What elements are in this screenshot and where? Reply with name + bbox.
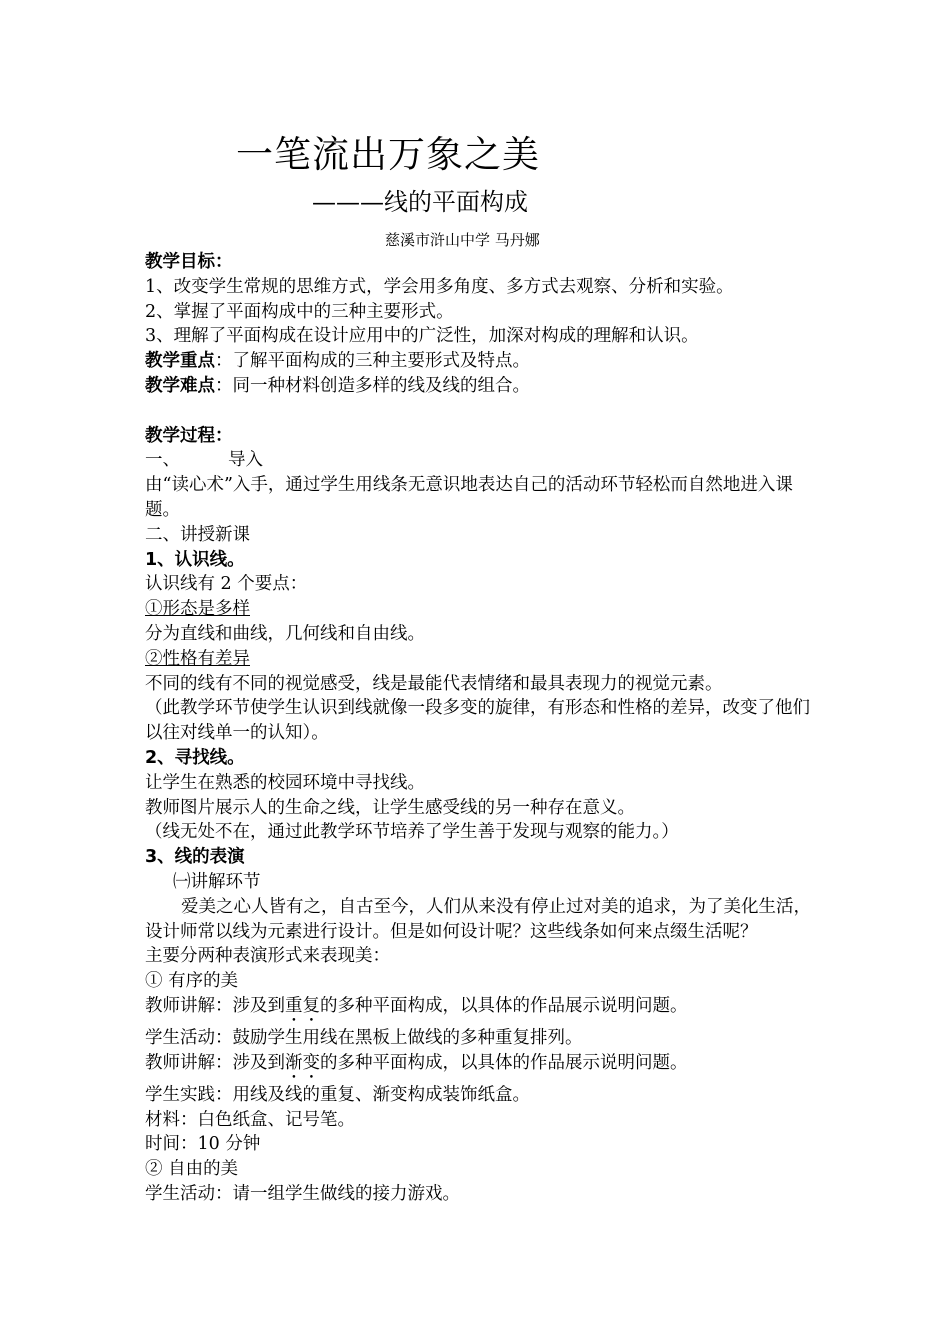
teacher-explanation-2: [145, 1051, 815, 1083]
point-2-heading: ②性格有差异: [145, 648, 250, 669]
key-point-text: ：了解平面构成的三种主要形式及特点。: [215, 351, 530, 372]
objective-item: 3、理解了平面构成在设计应用中的广泛性，加深对构成的理解和认识。: [145, 326, 699, 347]
objective-item: 1、改变学生常规的思维方式，学会用多角度、多方式去观察、分析和实验。: [145, 276, 734, 297]
document-body: [145, 250, 815, 1207]
section-3-heading: 3、线的表演: [145, 847, 245, 868]
section-2-line: 让学生在熟悉的校园环境中寻找线。: [145, 772, 425, 793]
teacher-explanation-1: [145, 994, 815, 1026]
teacher-explanation-2-pre: 教师讲解：涉及到: [145, 1052, 285, 1073]
difficulty-text: ：同一种材料创造多样的线及线的组合。: [215, 375, 530, 396]
emphasis-gradient: 渐变: [285, 1052, 320, 1073]
teacher-explanation-1-post: 的多种平面构成，以具体的作品展示说明问题。: [320, 995, 688, 1016]
section-2-line: （线无处不在，通过此教学环节培养了学生善于发现与观察的能力。）: [145, 822, 679, 843]
document-subtitle: ———线的平面构成: [312, 188, 528, 216]
section-3-paragraph: [145, 895, 815, 945]
order-heading: ① 有序的美: [145, 971, 239, 992]
forms-intro: 主要分两种表演形式来表现美：: [145, 946, 390, 967]
student-activity-2: 学生活动：请一组学生做线的接力游戏。: [145, 1183, 460, 1204]
materials: 材料：白色纸盒、记号笔。: [145, 1109, 355, 1130]
difficulty-label: 教学难点: [145, 375, 215, 396]
free-heading: ② 自由的美: [145, 1159, 239, 1180]
intro-text: 由“读心术”入手，通过学生用线条无意识地表达自己的活动环节轻松而自然地进入课题。: [145, 475, 793, 520]
section-1-note: （此教学环节使学生认识到线就像一段多变的旋律，有形态和性格的差异，改变了他们以往对线单一的认知）。: [145, 698, 810, 744]
intro-heading: [145, 448, 815, 473]
document-title: 一笔流出万象之美: [236, 133, 540, 176]
intro-title: 导入: [228, 450, 263, 471]
intro-number: 一、: [145, 450, 180, 471]
author-line: 慈溪市浒山中学 马丹娜: [385, 231, 540, 249]
new-lesson-heading: 二、讲授新课: [145, 524, 250, 545]
point-2-text: 不同的线有不同的视觉感受，线是最能代表情绪和最具表现力的视觉元素。: [145, 673, 723, 694]
section-3-paragraph-text: 爱美之心人皆有之，自古至今，人们从来没有停止过对美的追求，为了美化生活，设计师常以线为元素进行设计。但是如何设计呢？这些线条如何来点缀生活呢？: [145, 896, 811, 942]
section-3-subheading: ㈠讲解环节: [173, 871, 261, 892]
process-heading: 教学过程：: [145, 425, 233, 446]
objectives-heading: 教学目标：: [145, 252, 233, 272]
time: 时间：10 分钟: [145, 1134, 261, 1155]
section-2-heading: 2、寻找线。: [145, 747, 245, 768]
section-1-line: 认识线有 2 个要点：: [145, 574, 308, 595]
teacher-explanation-1-pre: 教师讲解：涉及到: [145, 995, 285, 1016]
section-1-heading: 1、认识线。: [145, 549, 245, 570]
student-activity-1: 学生活动：鼓励学生用线在黑板上做线的多种重复排列。: [145, 1027, 583, 1048]
blank-line: [145, 399, 815, 424]
point-1-text: 分为直线和曲线，几何线和自由线。: [145, 623, 425, 644]
student-practice: 学生实践：用线及线的重复、渐变构成装饰纸盒。: [145, 1084, 530, 1105]
teacher-explanation-2-post: 的多种平面构成，以具体的作品展示说明问题。: [320, 1052, 688, 1073]
key-point: [145, 349, 815, 374]
objective-item: 2、掌握了平面构成中的三种主要形式。: [145, 301, 454, 322]
emphasis-repeat: 重复: [285, 995, 320, 1016]
key-point-label: 教学重点: [145, 351, 215, 372]
difficulty: [145, 374, 815, 399]
section-2-line: 教师图片展示人的生命之线，让学生感受线的另一种存在意义。: [145, 797, 635, 818]
point-1-heading: ①形态是多样: [145, 599, 250, 620]
